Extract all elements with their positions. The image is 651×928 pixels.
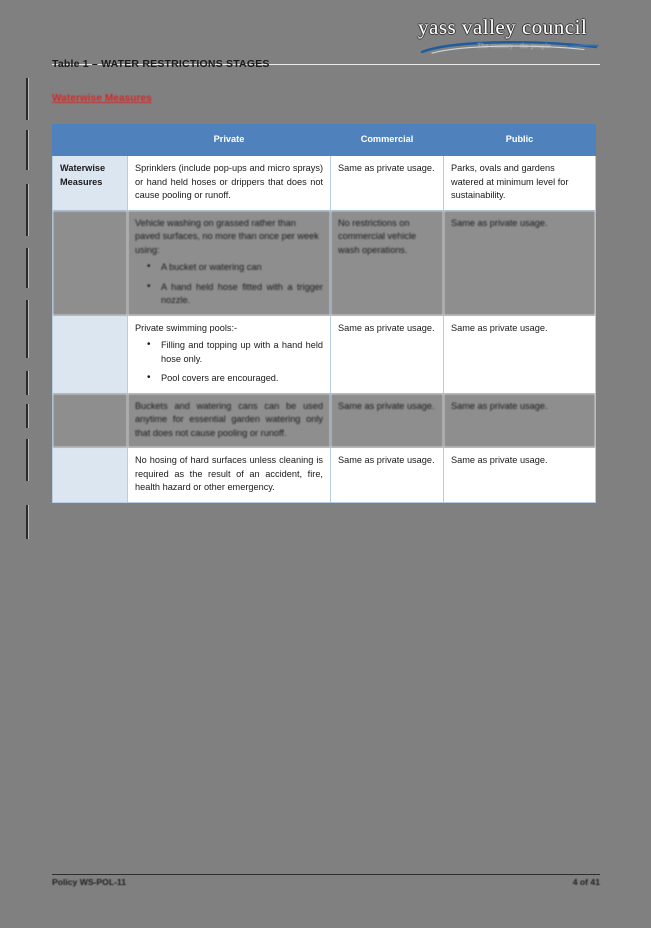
cell-commercial: Same as private usage. <box>331 156 444 211</box>
row-label-cell <box>53 210 128 315</box>
council-logo-wordmark: yass valley council <box>418 15 588 39</box>
change-bar-5 <box>26 300 28 358</box>
cell-private <box>128 448 331 503</box>
row-label-cell <box>53 448 128 503</box>
table-row <box>53 393 596 448</box>
cell-private-list <box>135 339 323 386</box>
page-footer <box>52 877 600 887</box>
table-row <box>53 156 596 211</box>
row-label-cell: Waterwise Measures <box>53 156 128 211</box>
council-logo-tagline: The country · the people <box>477 42 551 50</box>
column-header-blank <box>53 125 128 156</box>
footer-policy-id: Policy WS-POL-11 <box>52 877 127 887</box>
cell-private-lead: No hosing of hard surfaces unless cleaning is required as the result of an accident, fire, health hazard or other emergency. <box>135 455 323 492</box>
footer-rule <box>52 874 600 875</box>
list-item: • A bucket or watering can <box>149 261 323 275</box>
column-header-public: Public <box>444 125 596 156</box>
change-bar-6 <box>26 371 28 395</box>
cell-private-lead: Vehicle washing on grassed rather than paved surfaces, no more than once per week using: <box>135 217 319 255</box>
cell-public: Same as private usage. <box>444 210 596 315</box>
table-row <box>53 210 596 315</box>
list-item: • Filling and topping up with a hand held hose only. <box>149 339 323 366</box>
list-item: • A hand held hose fitted with a trigger nozzle. <box>149 281 323 308</box>
table-header-row <box>53 125 596 156</box>
change-bar-4 <box>26 248 28 288</box>
cell-commercial: Same as private usage. <box>331 315 444 393</box>
cell-private <box>128 156 331 211</box>
cell-public: Same as private usage. <box>444 448 596 503</box>
cell-commercial: No restrictions on commercial vehicle wash operations. <box>331 210 444 315</box>
change-bar-7 <box>26 404 28 428</box>
change-bar-9 <box>26 505 28 539</box>
change-bar-2 <box>26 130 28 170</box>
cell-private-list <box>135 261 323 308</box>
table-row <box>53 315 596 393</box>
row-label-cell <box>53 315 128 393</box>
footer-page-number: 4 of 41 <box>572 877 600 887</box>
table-row <box>53 448 596 503</box>
table-body <box>53 156 596 503</box>
cell-private <box>128 393 331 448</box>
cell-public: Same as private usage. <box>444 393 596 448</box>
cell-private <box>128 210 331 315</box>
change-bar-3 <box>26 184 28 236</box>
row-label-cell <box>53 393 128 448</box>
cell-commercial: Same as private usage. <box>331 393 444 448</box>
list-item: • Pool covers are encouraged. <box>149 372 323 386</box>
cell-private-lead: Buckets and watering cans can be used anytime for essential garden watering only that does not cause pooling or runoff. <box>135 400 323 438</box>
cell-public: Parks, ovals and gardens watered at minimum level for sustainability. <box>444 156 596 211</box>
cell-private-lead: Sprinklers (include pop-ups and micro sprays) or hand held hoses or drippers that does not cause pooling or runoff. <box>135 163 323 200</box>
council-logo <box>418 16 600 61</box>
table-caption: Table 1 – WATER RESTRICTIONS STAGES <box>52 58 270 70</box>
cell-private-lead: Private swimming pools:- <box>135 322 238 333</box>
cell-private <box>128 315 331 393</box>
column-header-commercial: Commercial <box>331 125 444 156</box>
change-bar-8 <box>26 439 28 481</box>
water-restrictions-table <box>52 124 596 503</box>
cell-public: Same as private usage. <box>444 315 596 393</box>
cell-commercial: Same as private usage. <box>331 448 444 503</box>
column-header-private: Private <box>128 125 331 156</box>
section-heading-waterwise[interactable]: Waterwise Measures <box>52 93 152 104</box>
change-bar-1 <box>26 78 28 120</box>
